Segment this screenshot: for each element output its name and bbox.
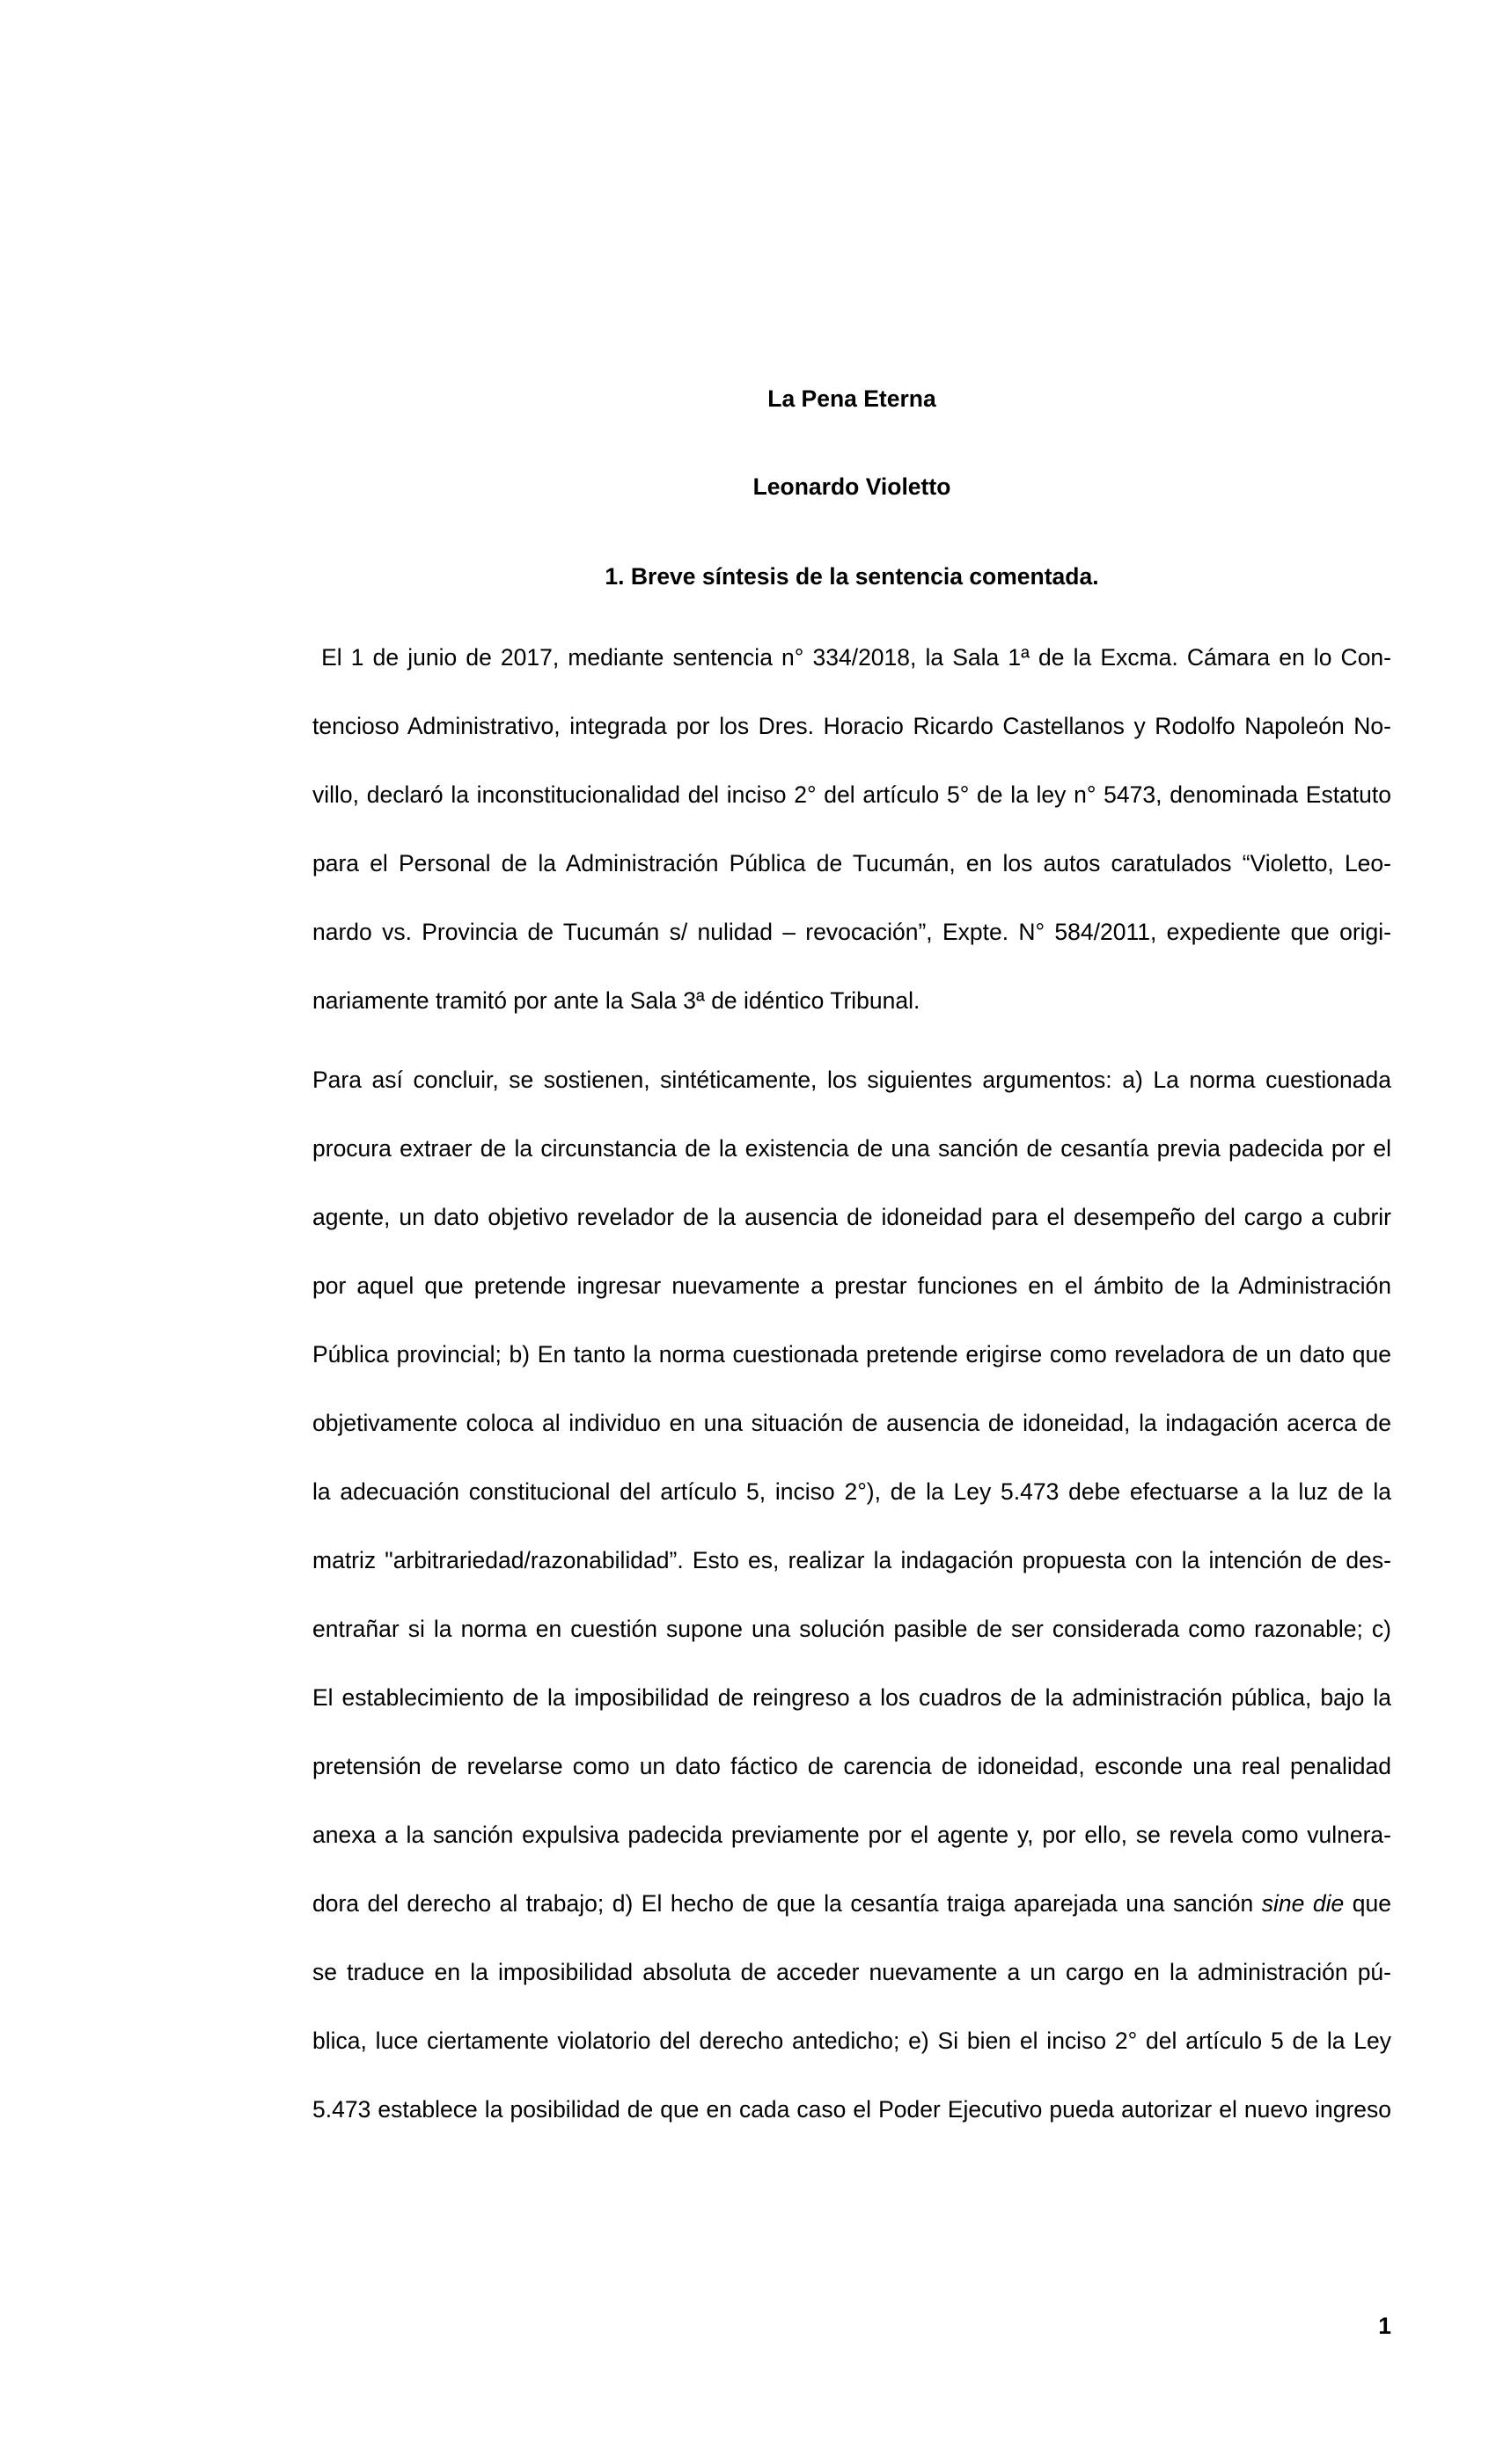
text-line: la adecuación constitucional del artículo 5, inciso 2°), de la Ley 5.473 debe efectuarse a la luz de la	[312, 1478, 1391, 1505]
text-line: Para así concluir, se sostienen, sintéticamente, los siguientes argumentos: a) La norma cuestionada	[312, 1067, 1391, 1093]
text-line: 5.473 establece la posibilidad de que en cada caso el Poder Ejecutivo pueda autorizar el nuevo ingreso	[312, 2096, 1391, 2123]
text-line: El 1 de junio de 2017, mediante sentencia n° 334/2018, la Sala 1ª de la Excma. Cámara en lo Con-	[312, 644, 1391, 671]
text-line: objetivamente coloca al individuo en una situación de ausencia de idoneidad, la indagación acerca de	[312, 1410, 1391, 1436]
text-line: se traduce en la imposibilidad absoluta de acceder nuevamente a un cargo en la administración pú-	[312, 1959, 1391, 1985]
text-line: El establecimiento de la imposibilidad de reingreso a los cuadros de la administración pública, bajo la	[312, 1684, 1391, 1711]
text-line: Pública provincial; b) En tanto la norma cuestionada pretende erigirse como reveladora de un dato que	[312, 1341, 1391, 1368]
section-heading: 1. Breve síntesis de la sentencia comentada.	[605, 563, 1099, 590]
text-line-with-italic	[312, 1869, 1391, 1938]
text-line: pretensión de revelarse como un dato fáctico de carencia de idoneidad, esconde una real penalidad	[312, 1753, 1391, 1779]
text-line: por aquel que pretende ingresar nuevamente a prestar funciones en el ámbito de la Administración	[312, 1272, 1391, 1299]
text-line: villo, declaró la inconstitucionalidad del inciso 2° del artículo 5° de la ley n° 5473, denominada Estatuto	[312, 781, 1391, 808]
text-segment: que	[1344, 1890, 1391, 1917]
document-title: La Pena Eterna	[767, 385, 936, 412]
text-line: agente, un dato objetivo revelador de la ausencia de idoneidad para el desempeño del cargo a cubrir	[312, 1204, 1391, 1230]
italic-latin-phrase: sine die	[1261, 1890, 1345, 1917]
text-line: procura extraer de la circunstancia de la existencia de una sanción de cesantía previa padecida por el	[312, 1135, 1391, 1162]
text-segment: dora del derecho al trabajo; d) El hecho de que la cesantía traiga aparejada una sanción	[312, 1890, 1262, 1917]
text-line: blica, luce ciertamente violatorio del derecho antedicho; e) Si bien el inciso 2° del artículo 5 de la Ley	[312, 2028, 1391, 2054]
text-line: nardo vs. Provincia de Tucumán s/ nulidad – revocación”, Expte. N° 584/2011, expediente que origi-	[312, 919, 1391, 945]
text-line: para el Personal de la Administración Pública de Tucumán, en los autos caratulados “Violetto, Leo-	[312, 850, 1391, 876]
document-content	[312, 364, 1391, 2144]
paragraph-2	[312, 1045, 1391, 2144]
text-line: anexa a la sanción expulsiva padecida previamente por el agente y, por ello, se revela como vulnera-	[312, 1822, 1391, 1848]
text-line: tencioso Administrativo, integrada por los Dres. Horacio Ricardo Castellanos y Rodolfo Napoleón No-	[312, 713, 1391, 739]
author-name: Leonardo Violetto	[752, 473, 951, 500]
page-number: 1	[1378, 2313, 1391, 2339]
text-line: nariamente tramitó por ante la Sala 3ª de idéntico Tribunal.	[312, 987, 920, 1014]
text-line: matriz "arbitrariedad/razonabilidad”. Esto es, realizar la indagación propuesta con la intención de des-	[312, 1547, 1391, 1573]
paragraph-1	[312, 623, 1391, 1035]
text-line: entrañar si la norma en cuestión supone una solución pasible de ser considerada como razonable; c)	[312, 1616, 1391, 1642]
